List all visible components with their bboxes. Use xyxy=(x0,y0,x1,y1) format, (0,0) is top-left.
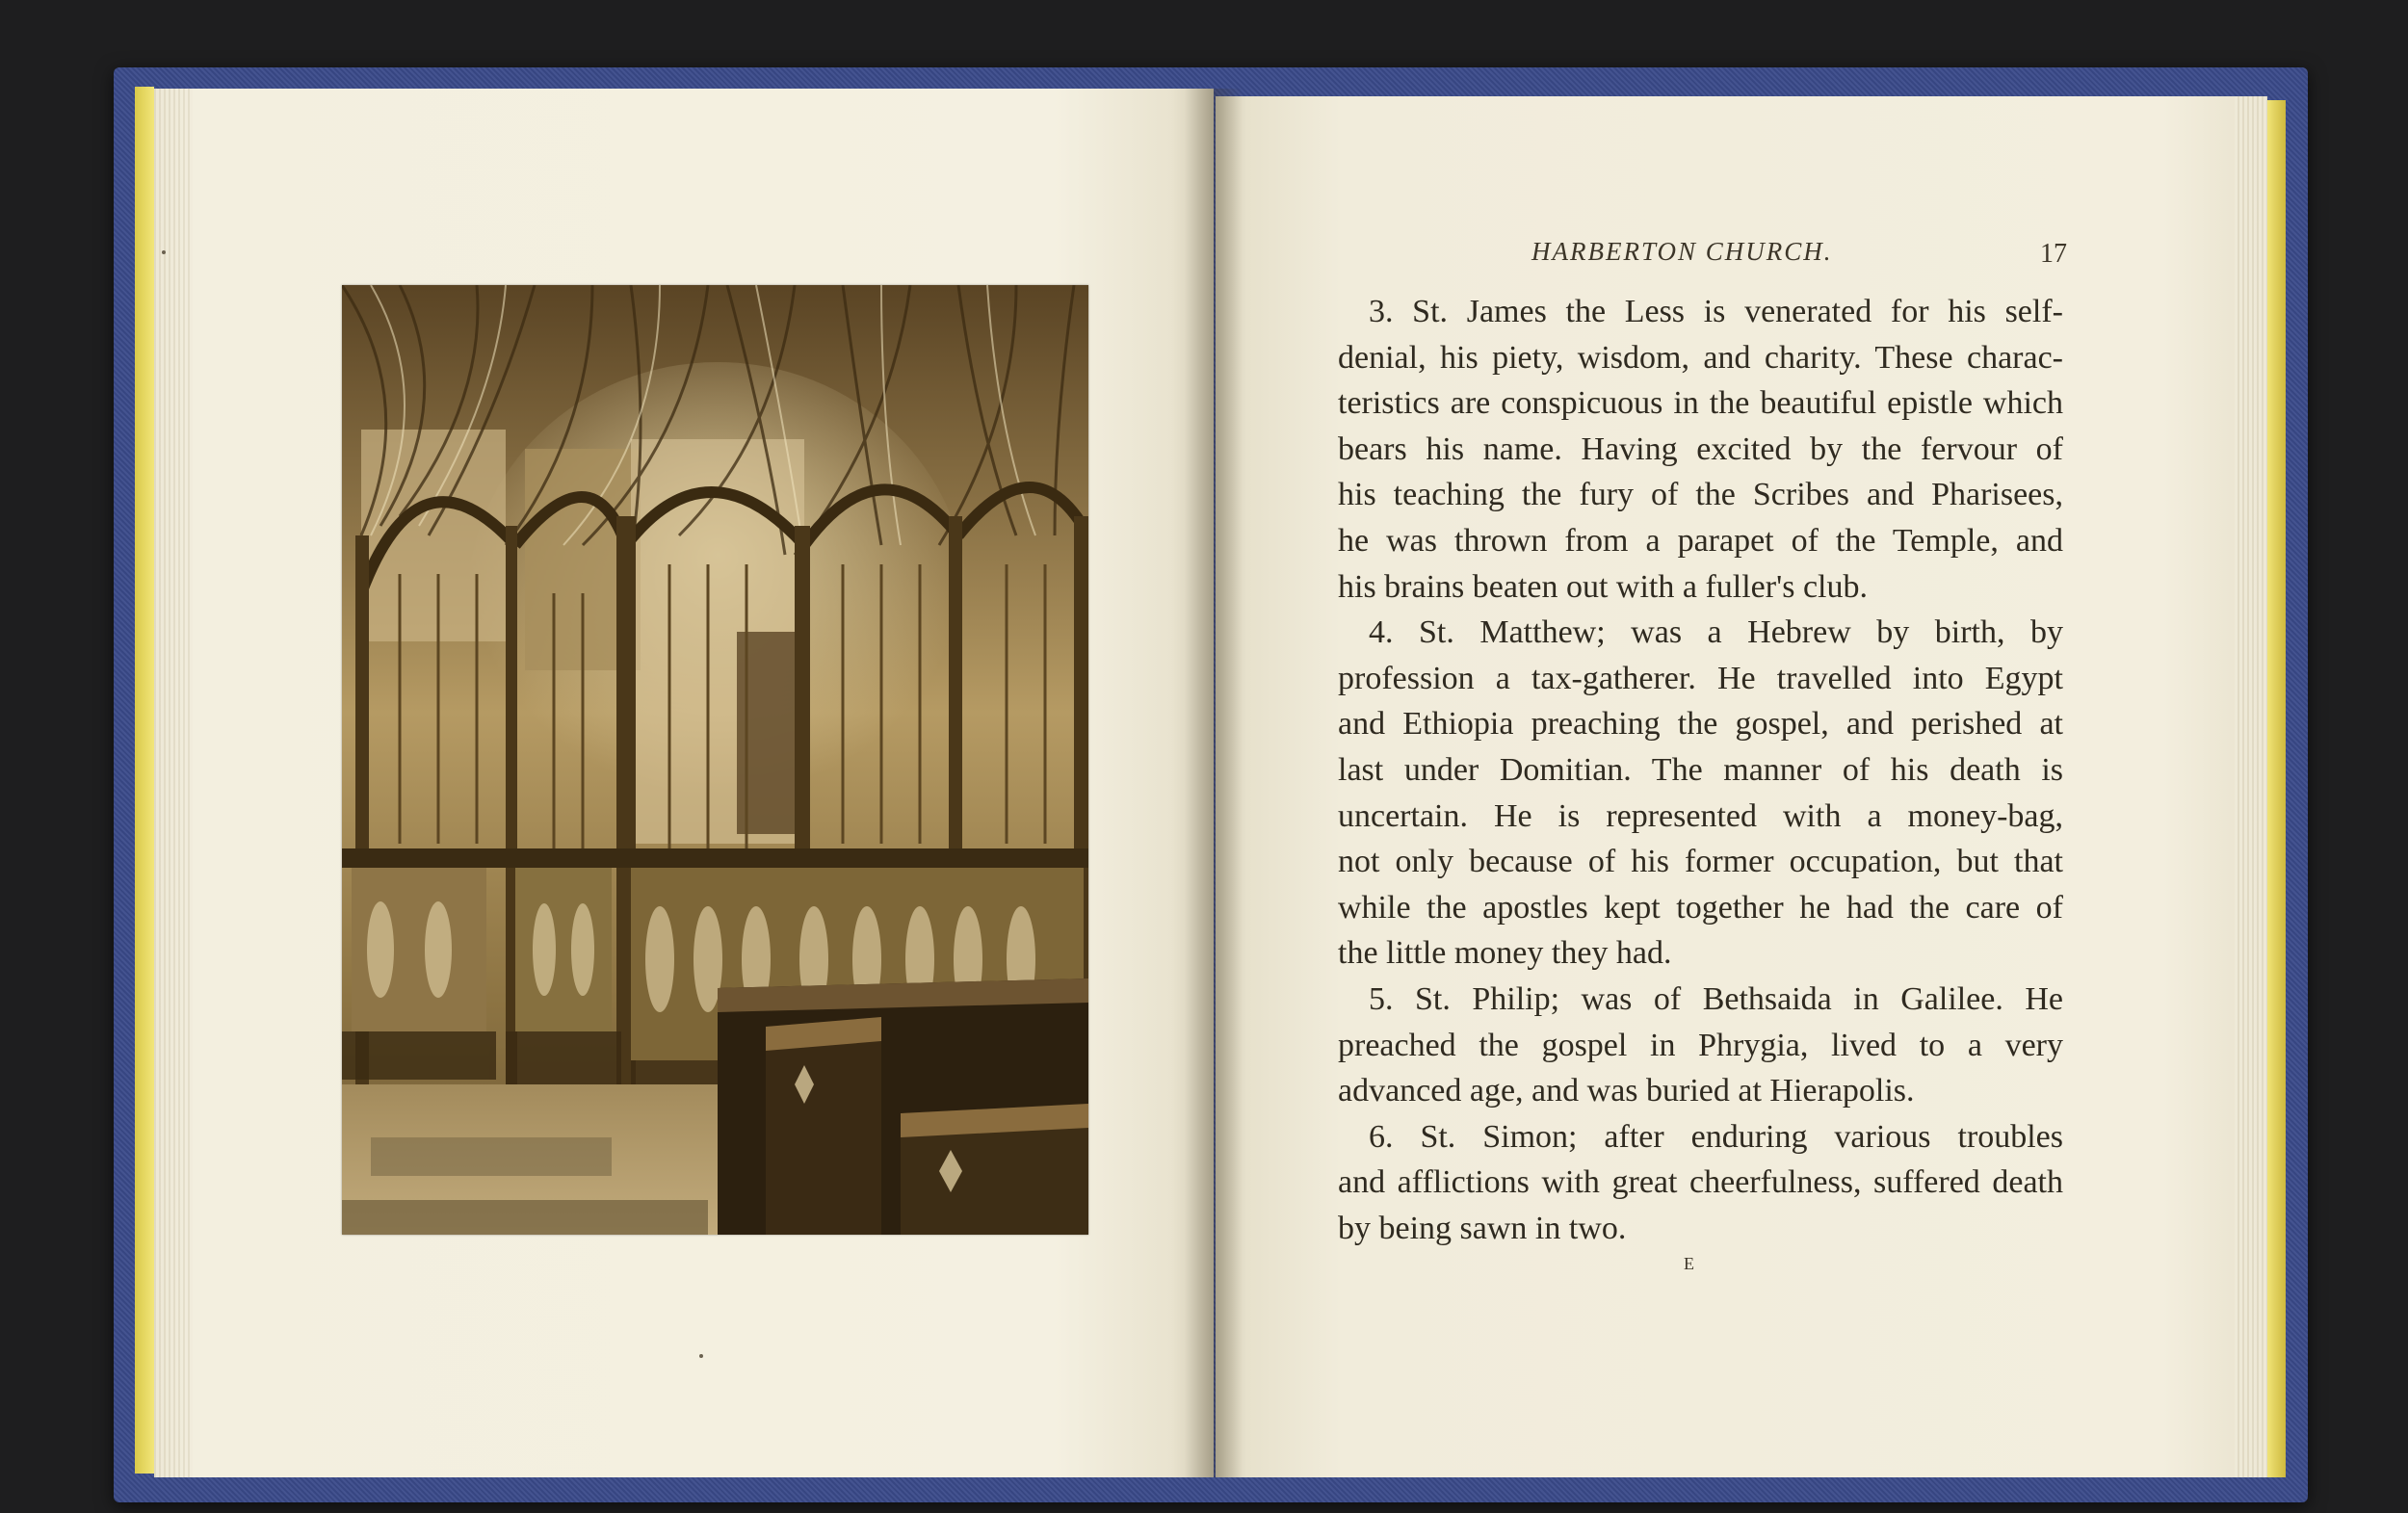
text-line: 3. St. James the Less is venerated for his self- xyxy=(1369,294,2063,329)
text-line: advanced age, and was buried at Hierapolis. xyxy=(1338,1073,1915,1109)
text-line: teristics are conspicuous in the beautiful epistle which xyxy=(1338,385,2063,422)
right-page-edges xyxy=(2235,96,2267,1477)
text-line: his brains beaten out with a fuller's club. xyxy=(1338,568,1868,605)
text-line: 5. St. Philip; was of Bethsaida in Galilee. He xyxy=(1369,980,2063,1017)
text-line: profession a tax-gatherer. He travelled into Egypt xyxy=(1338,660,2063,696)
text-line: bears his name. Having excited by the fervour of xyxy=(1338,430,2063,467)
text-line: and afflictions with great cheerfulness, suffered death xyxy=(1338,1164,2063,1201)
text-line: he was thrown from a parapet of the Temple, and xyxy=(1338,522,2063,559)
text-line: not only because of his former occupation, but that xyxy=(1338,844,2063,880)
left-page-edges xyxy=(154,89,193,1477)
page-edge-yellow-left xyxy=(135,87,154,1474)
text-line: the little money they had. xyxy=(1338,935,1672,972)
running-head: HARBERTON CHURCH. xyxy=(1531,237,1833,266)
text-line: while the apostles kept together he had the care of xyxy=(1338,889,2063,926)
gutter-shadow xyxy=(1185,89,1243,1477)
text-line: 4. St. Matthew; was a Hebrew by birth, by xyxy=(1369,614,2063,651)
text-line: and Ethiopia preaching the gospel, and perished at xyxy=(1338,706,2063,743)
text-line: by being sawn in two. xyxy=(1338,1210,1627,1246)
body-text xyxy=(1338,289,2063,1251)
rood-screen-photograph xyxy=(342,285,1088,1235)
text-line: last under Domitian. The manner of his death is xyxy=(1338,751,2063,788)
paper-speck xyxy=(699,1354,703,1358)
text-line: 6. St. Simon; after enduring various troubles xyxy=(1369,1118,2063,1155)
page-edge-yellow-right xyxy=(2266,100,2286,1477)
text-line: denial, his piety, wisdom, and charity. These charac- xyxy=(1338,339,2063,376)
page-number: 17 xyxy=(2040,239,2067,269)
text-line: preached the gospel in Phrygia, lived to a very xyxy=(1338,1027,2063,1063)
signature-mark: E xyxy=(1684,1254,1695,1273)
paper-speck xyxy=(162,250,166,254)
text-line: uncertain. He is represented with a money-bag, xyxy=(1338,797,2063,834)
text-line: his teaching the fury of the Scribes and Pharisees, xyxy=(1338,477,2063,513)
